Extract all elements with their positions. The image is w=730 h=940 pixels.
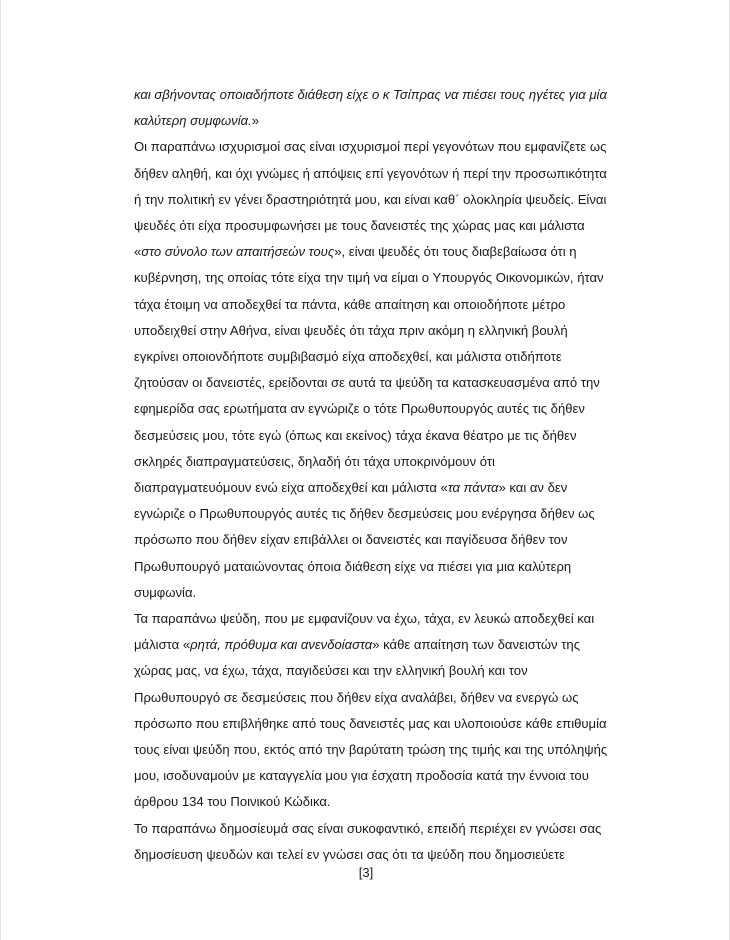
italic-text: και σβήνοντας οποιαδήποτε διάθεση είχε ο κ Τσίπρας να πιέσει τους ηγέτες για μία καλύτερη συμφωνία. — [134, 87, 607, 129]
text-segment: » και αν δεν εγνώριζε ο Πρωθυπουργός αυτές τις δήθεν δεσμεύσεις μου ενέργησα δήθεν ως πρόσωπο που δήθεν είχαν επιβάλλει οι δανειστές και παγίδευσα δήθεν τον Πρωθυπουργό ματαιώνοντας όποια διάθεση είχε να πιέσει για μια καλύτερη συμφωνία. — [134, 480, 595, 600]
page-number: [3] — [358, 865, 374, 880]
italic-text: τα πάντα — [447, 480, 499, 496]
italic-text: στο σύνολο των απαιτήσεών τους — [141, 244, 335, 260]
paragraph-defamatory — [134, 816, 614, 868]
text-segment: Οι παραπάνω ισχυρισμοί σας είναι ισχυρισμοί περί γεγονότων που εμφανίζετε ως δήθεν αληθή, και όχι γνώμες ή απόψεις επί γεγονότων ή περί την προσωπικότητα ή την πολιτική εν γένει δραστηριότητά μου, και είναι καθ΄ ολοκληρία ψευδείς. Είναι ψευδές ότι είχα προσυμφωνήσει με τους δανειστές της χώρας μας και μάλιστα « — [134, 139, 607, 260]
paragraph-falsehoods — [134, 606, 614, 816]
text-segment: » κάθε απαίτηση των δανειστών της χώρας μας, να έχω, τάχα, παγιδεύσει και την ελληνική βουλή και τον Πρωθυπουργό σε δεσμεύσεις που δήθεν είχα αναλάβει, δήθεν να ενεργώ ως πρόσωπο που επιβλήθηκε από τους δανειστές μας και υλοποιούσε κάθε επιθυμία τους είναι ψεύδη που, εκτός από την βαρύτατη τρώση της τιμής και της υπόληψής μου, ισοδυναμούν με καταγγελία μου για έσχατη προδοσία κατά την έννοια του άρθρου 134 του Ποινικού Κώδικα. — [134, 637, 608, 810]
text-segment: Το παραπάνω δημοσίευμά σας είναι συκοφαντικό, επειδή περιέχει εν γνώσει σας δημοσίευση ψευδών και τελεί εν γνώσει σας ότι τα ψεύδη που δημοσιεύετε — [134, 820, 602, 862]
italic-text: ρητά, πρόθυμα και ανενδοίαστα — [190, 637, 373, 653]
text-segment: Τα παραπάνω ψεύδη, που με εμφανίζουν να έχω, τάχα, εν λευκώ αποδεχθεί και μάλιστα « — [134, 611, 595, 653]
text-segment: », είναι ψευδές ότι τους διαβεβαίωσα ότι η κυβέρνηση, της οποίας τότε είχα την τιμή να είμαι ο Υπουργός Οικονομικών, ήταν τάχα έτοιμη να αποδεχθεί τα πάντα, κάθε απαίτηση και οποιοδήποτε μέτρο υποδειχθεί στην Αθήνα, είναι ψευδές ότι τάχα πριν ακόμη η ελληνική βουλή εγκρίνει οποιονδήποτε συμβιβασμό είχα αποδεχθεί, και μάλιστα οτιδήποτε ζητούσαν οι δανειστές, ερείδονται σε αυτά τα ψεύδη τα κατασκευασμένα από την εφημερίδα σας ερωτήματα αν εγνώριζε ο τότε Πρωθυπουργός αυτές τις δήθεν δεσμεύσεις μου, τότε εγώ (όπως και εκείνος) τάχα έκανα θέατρο με τις δήθεν σκληρές διαπραγματεύσεις, δηλαδή ότι τάχα υποκρινόμουν ότι διαπραγματευόμουν ενώ είχα αποδεχθεί και μάλιστα « — [134, 244, 604, 496]
text-segment: » — [251, 113, 259, 129]
paragraph-quote-end — [134, 82, 614, 134]
paragraph-claims-false — [134, 134, 614, 606]
document-body — [134, 82, 614, 868]
